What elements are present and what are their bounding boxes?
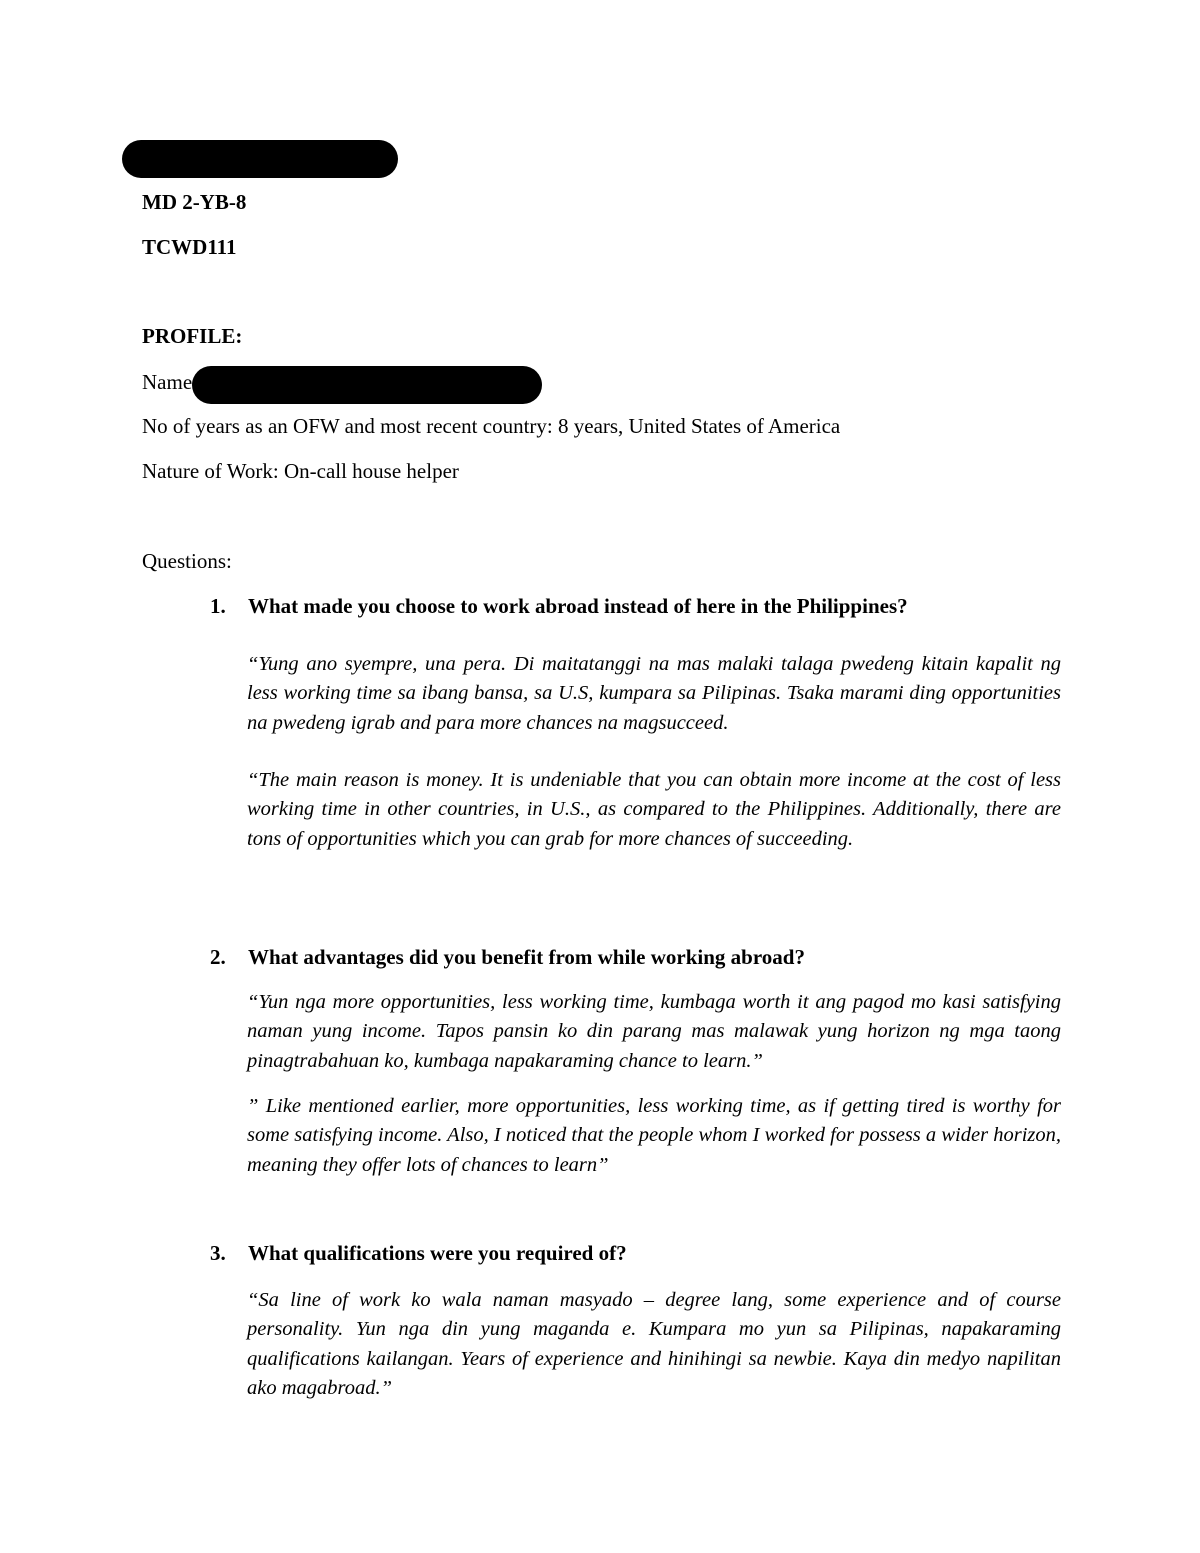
question-number: 1. bbox=[210, 594, 226, 618]
nature-of-work-line: Nature of Work: On-call house helper bbox=[142, 459, 459, 483]
course-code: TCWD111 bbox=[142, 235, 237, 259]
ofw-years-line: No of years as an OFW and most recent country: 8 years, United States of America bbox=[142, 414, 841, 438]
question-number: 3. bbox=[210, 1241, 226, 1265]
question-2 bbox=[210, 943, 805, 971]
answer-2-translation: ” Like mentioned earlier, more opportunities, less working time, as if getting tired is worthy for some satisfying income. Also, I noticed that the people whom I worked for possess a wider horizon, meaning they offer lots of chances to learn” bbox=[247, 1095, 1061, 1176]
answer-3-original: “Sa line of work ko wala naman masyado – degree lang, some experience and of course personality. Yun nga din yung maganda e. Kumpara mo yun sa Pilipinas, napakaraming qualifications kailangan. Years of experience and hinihingi sa newbie. Kaya din medyo napilitan ako magabroad.” bbox=[247, 1289, 1061, 1399]
profile-heading: PROFILE: bbox=[142, 324, 243, 348]
answer-1-translation: “The main reason is money. It is undeniable that you can obtain more income at the cost of less working time in other countries, in U.S., as compared to the Philippines. Additionally, there are tons of opportunities which you can grab for more chances of succeeding. bbox=[247, 769, 1061, 850]
question-3 bbox=[210, 1239, 627, 1267]
question-text: What made you choose to work abroad instead of here in the Philippines? bbox=[248, 594, 908, 618]
name-label: Name bbox=[142, 370, 193, 394]
questions-label: Questions: bbox=[142, 549, 232, 573]
redacted-student-name bbox=[122, 140, 398, 178]
redacted-respondent-name bbox=[192, 366, 542, 404]
section-code: MD 2-YB-8 bbox=[142, 190, 247, 214]
answer-1-original: “Yung ano syempre, una pera. Di maitatanggi na mas malaki talaga pwedeng kitain kapalit ng less working time sa ibang bansa, sa U.S, kumpara sa Pilipinas. Tsaka marami ding opportunities na pwedeng igrab and para more chances na magsucceed. bbox=[247, 653, 1061, 734]
question-number: 2. bbox=[210, 945, 226, 969]
question-1 bbox=[210, 592, 908, 620]
question-text: What qualifications were you required of? bbox=[248, 1241, 627, 1265]
question-text: What advantages did you benefit from while working abroad? bbox=[248, 945, 805, 969]
answer-2-original: “Yun nga more opportunities, less working time, kumbaga worth it ang pagod mo kasi satisfying naman yung income. Tapos pansin ko din parang mas malawak yung horizon ng mga taong pinagtrabahuan ko, kumbaga napakaraming chance to learn.” bbox=[247, 991, 1061, 1072]
